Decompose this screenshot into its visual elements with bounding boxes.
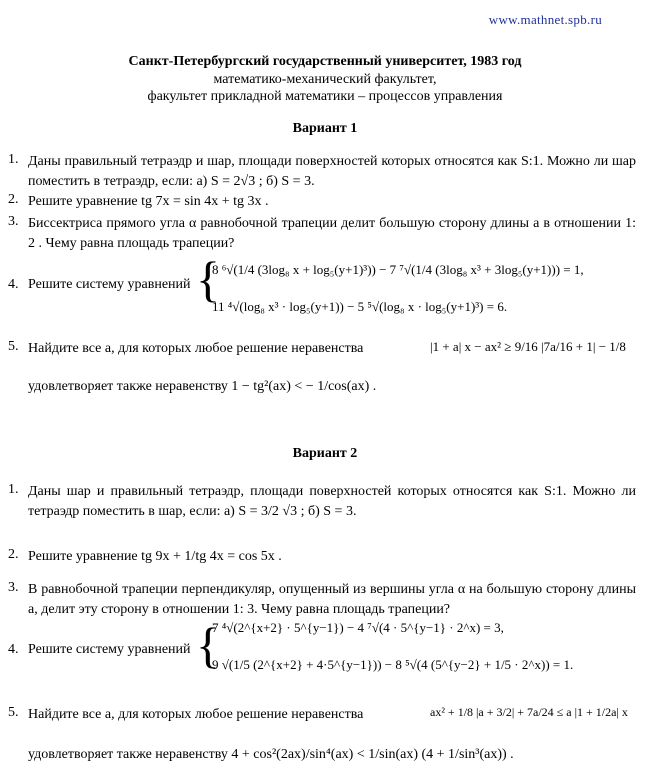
v2-problem-3-text: В равнобочной трапеции перпендикуляр, опущенный из вершины угла α на большую сторону длины a, делит эту сторону в отношении 1: 3. Чему равна площадь трапеции? [28,582,636,617]
v1-problem-2-text: Решите уравнение tg 7x = sin 4x + tg 3x . [28,194,269,209]
variant-2-title: Вариант 2 [292,446,358,461]
v2-problem-4-number: 4. [8,642,19,657]
v2-problem-5-inequality: ax² + 1/8 |a + 3/2| + 7a/24 ≤ a |1 + 1/2a| x [430,705,628,719]
v1-problem-1-text: Даны правильный тетраэдр и шар, площади поверхностей которых относятся как S:1. Можно ли шар поместить в тетраэдр, если: а) S = 2√3 ; б) S = 3. [28,154,636,189]
v1-problem-3-number: 3. [8,214,19,229]
v1-problem-5-text-1: Найдите все a, для которых любое решение неравенства [28,341,364,356]
faculty-line-1: математико-механический факультет, [213,72,437,87]
v1-problem-5-inequality: |1 + a| x − ax² ≥ 9/16 |7a/16 + 1| − 1/8 [430,339,626,354]
v1-problem-4-label: Решите систему уравнений [28,277,191,292]
v2-problem-1-number: 1. [8,482,19,497]
v1-system-eq-1: 8 ⁶√(1/4 (3log₈ x + log₅(y+1)³)) − 7 ⁷√(1/4 (3log₈ x³ + 3log₅(y+1))) = 1, [212,262,584,277]
v1-problem-4-number: 4. [8,277,19,292]
v1-problem-1-number: 1. [8,152,19,167]
v2-problem-5-number: 5. [8,705,19,720]
variant-1-title: Вариант 1 [292,121,358,136]
v1-system-brace: { [196,251,220,307]
v2-problem-1-text: Даны шар и правильный тетраэдр, площади поверхностей которых относятся как S:1. Можно ли тетраэдр поместить в шар, если: а) S = 3/2 √3 ; б) S = 3. [28,484,636,519]
v1-problem-3-text: Биссектриса прямого угла α равнобочной трапеции делит большую сторону длины a в отношении 1: 2 . Чему равна площадь трапеции? [28,216,636,251]
v2-problem-3-number: 3. [8,580,19,595]
v1-problem-2-number: 2. [8,192,19,207]
v1-system-eq-2: 11 ⁴√(log₈ x³ · log₅(y+1)) − 5 ⁵√(log₈ x · log₅(y+1)³) = 6. [212,299,508,314]
document-title: Санкт-Петербургский государственный университет, 1983 год [128,54,522,69]
v2-problem-2-text: Решите уравнение tg 9x + 1/tg 4x = cos 5x . [28,549,282,564]
v2-system-eq-1: 7 ⁴√(2^{x+2} · 5^{y−1}) − 4 ⁷√(4 · 5^{y−1} · 2^x) = 3, [212,620,504,635]
v2-problem-5-text-1: Найдите все a, для которых любое решение неравенства [28,707,364,722]
v2-system-eq-2: 9 √(1/5 (2^{x+2} + 4·5^{y−1})) − 8 ⁵√(4 (5^{y−2} + 1/5 · 2^x)) = 1. [212,657,574,672]
v2-system-brace: { [196,617,220,673]
v2-problem-5-text-2: удовлетворяет также неравенству 4 + cos²(2ax)/sin⁴(ax) < 1/sin(ax) (4 + 1/sin³(ax)) . [28,747,514,762]
v1-problem-5-text-2: удовлетворяет также неравенству 1 − tg²(ax) < − 1/cos(ax) . [28,379,377,394]
faculty-line-2: факультет прикладной математики – процессов управления [147,89,503,104]
site-url[interactable]: www.mathnet.spb.ru [488,12,602,27]
v2-problem-4-label: Решите систему уравнений [28,642,191,657]
v1-problem-5-number: 5. [8,339,19,354]
v2-problem-2-number: 2. [8,547,19,562]
